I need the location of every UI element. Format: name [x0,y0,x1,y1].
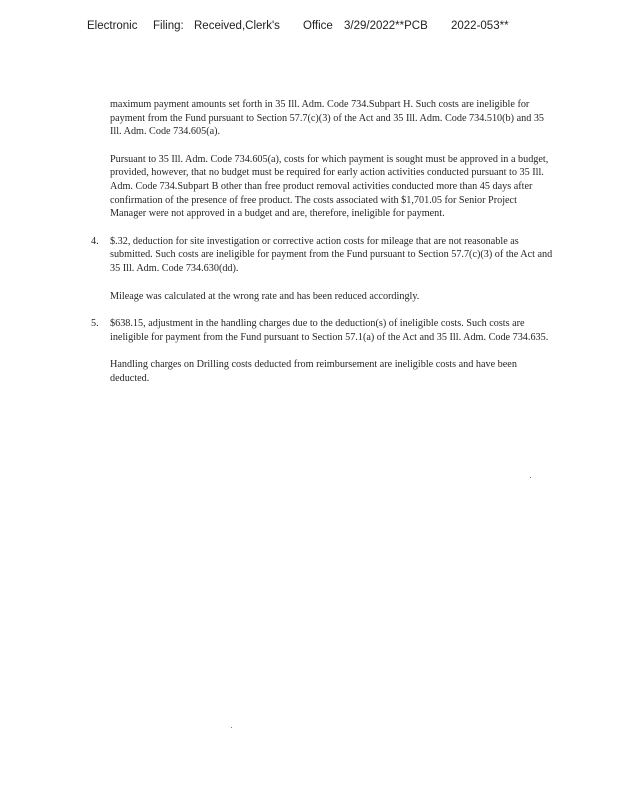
scan-speck [231,727,232,728]
deduction-item-4 [91,235,553,276]
letter-body [91,98,553,386]
pursuant-paragraph: Pursuant to 35 Ill. Adm. Code 734.605(a), costs for which payment is sought must be approved in a budget, provided, however, that no budget must be required for early action activities conducted pursuant to 35 Ill. Adm. Code 734.Subpart B other than free product removal activities conducted more than 45 days after confirmation of the presence of free product. The costs associated with $1,701.05 for Senior Project Manager were not approved in a budget and are, therefore, ineligible for payment. [110,153,549,220]
stamp-electronic: Electronic [87,20,138,32]
stamp-filing: Filing: [153,20,184,32]
scan-speck [530,477,531,478]
stamp-received-clerks: Received,Clerk's [194,20,280,32]
stamp-office: Office [303,20,333,32]
intro-paragraph: maximum payment amounts set forth in 35 Ill. Adm. Code 734.Subpart H. Such costs are ineligible for payment from the Fund pursuant to Section 57.7(c)(3) of the Act and 35 Ill. Adm. Code 734.510(b) and 35 Ill. Adm. Code 734.605(a). [110,99,545,138]
deduction-item-5 [91,317,553,344]
stamp-date: 3/29/2022**PCB [344,20,428,32]
item-text: $638.15, adjustment in the handling charges due to the deduction(s) of ineligible costs. Such costs are ineligible for payment from the Fund pursuant to Section 57.1(a) of the Act and 35 Ill. Adm. Code 734.635. [110,318,549,343]
item-5-note: Handling charges on Drilling costs deducted from reimbursement are ineligible costs and have been deducted. [110,359,517,384]
item-number: 4. [91,235,99,247]
item-4-note: Mileage was calculated at the wrong rate and has been reduced accordingly. [110,290,420,302]
item-text: $.32, deduction for site investigation or corrective action costs for mileage that are not reasonable as submitted. Such costs are ineligible for payment from the Fund pursuant to Section 57.7(c)(3) of the Act and 35 Ill. Adm. Code 734.630(dd). [110,235,553,274]
item-number: 5. [91,318,99,330]
stamp-docket: 2022-053** [451,20,509,32]
